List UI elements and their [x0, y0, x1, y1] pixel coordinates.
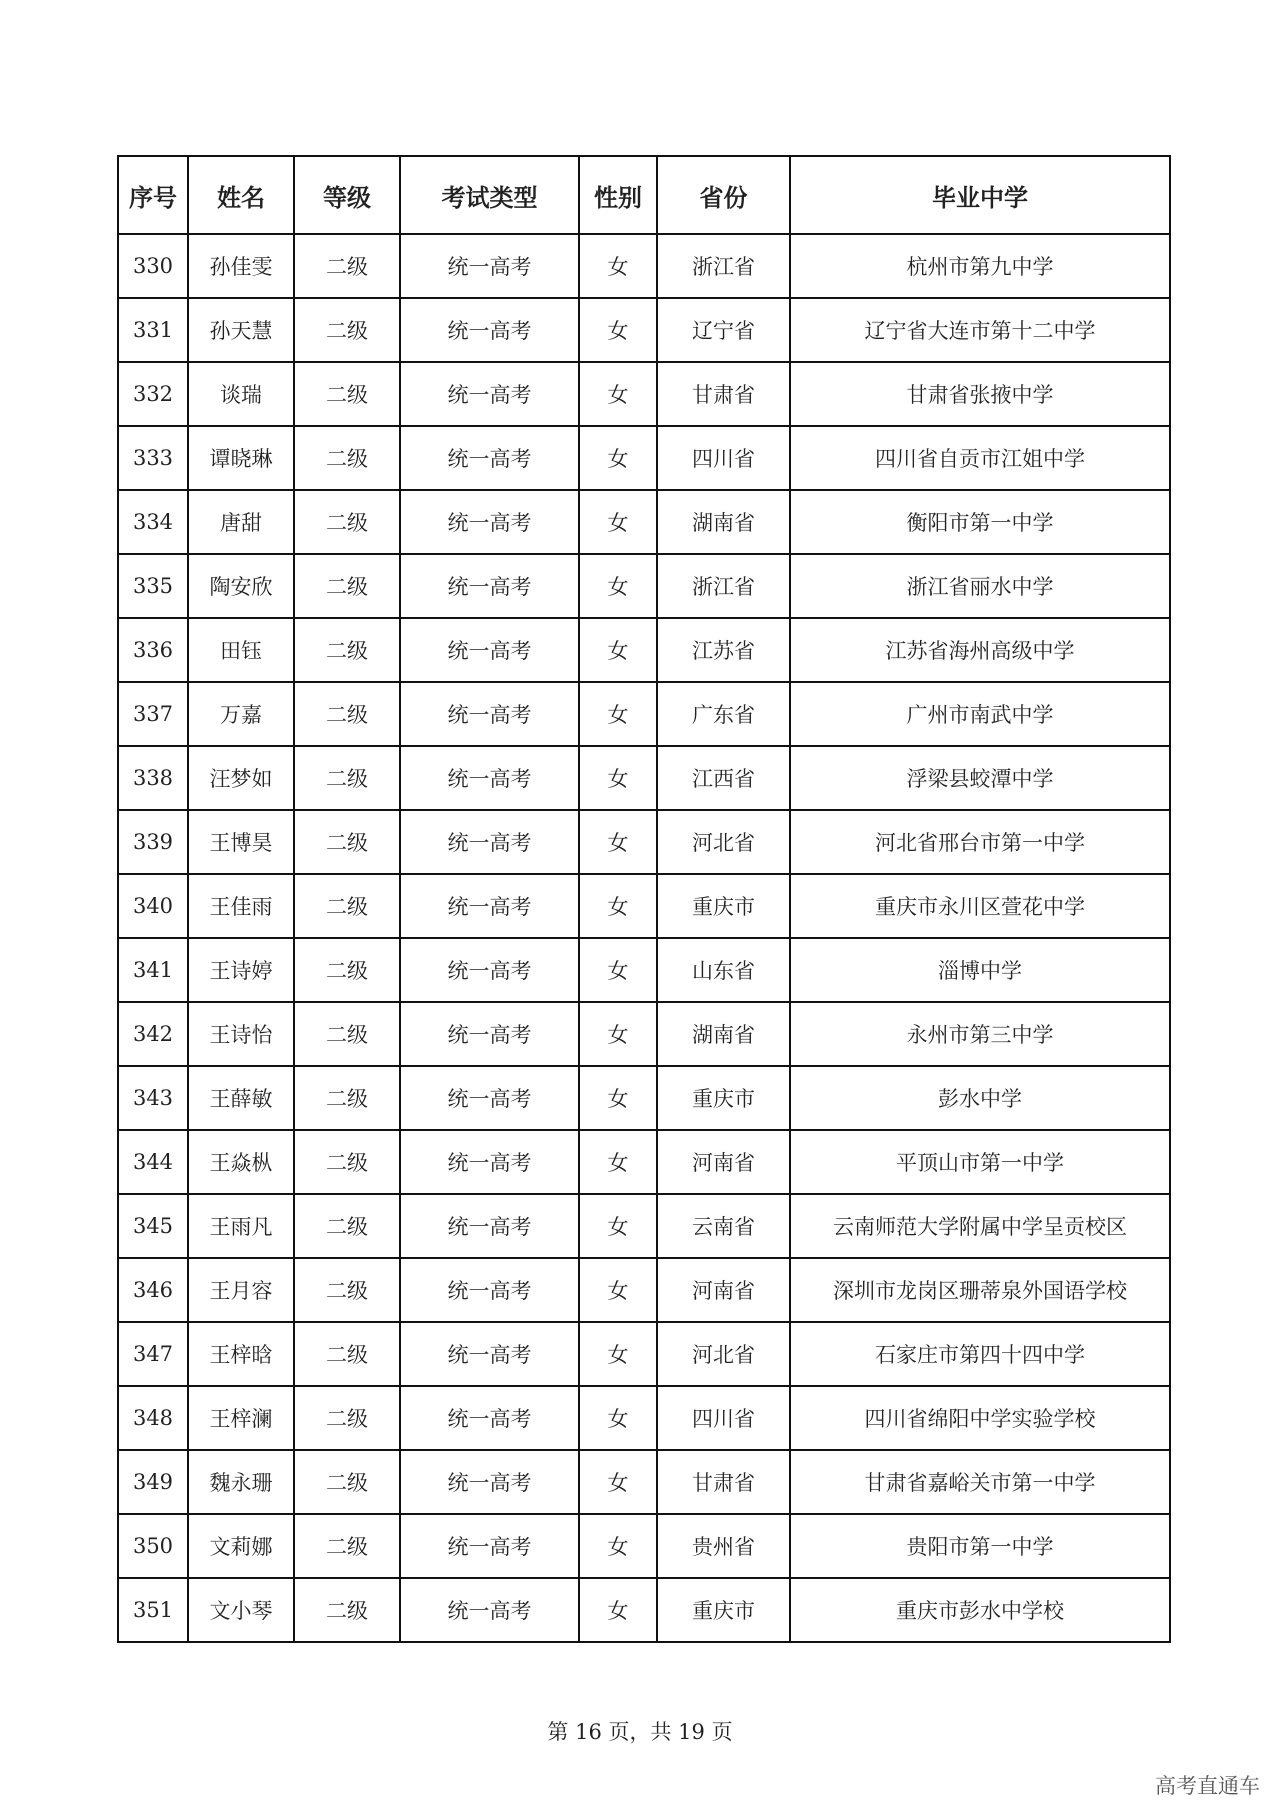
cell-exam-type: 统一高考	[400, 1386, 579, 1450]
cell-province: 湖南省	[657, 1002, 790, 1066]
table-row	[118, 618, 1170, 682]
cell-province: 江西省	[657, 746, 790, 810]
cell-school: 四川省绵阳中学实验学校	[790, 1386, 1170, 1450]
cell-name: 汪梦如	[188, 746, 294, 810]
cell-name: 万嘉	[188, 682, 294, 746]
table-row	[118, 362, 1170, 426]
cell-gender: 女	[579, 426, 657, 490]
cell-seq: 341	[118, 938, 188, 1002]
cell-school: 四川省自贡市江姐中学	[790, 426, 1170, 490]
cell-province: 四川省	[657, 426, 790, 490]
cell-exam-type: 统一高考	[400, 746, 579, 810]
header-name: 姓名	[188, 156, 294, 234]
cell-seq: 340	[118, 874, 188, 938]
cell-province: 浙江省	[657, 234, 790, 298]
cell-exam-type: 统一高考	[400, 1514, 579, 1578]
cell-gender: 女	[579, 1258, 657, 1322]
cell-level: 二级	[294, 554, 400, 618]
cell-gender: 女	[579, 1386, 657, 1450]
cell-province: 江苏省	[657, 618, 790, 682]
cell-level: 二级	[294, 938, 400, 1002]
cell-exam-type: 统一高考	[400, 874, 579, 938]
cell-school: 浮梁县蛟潭中学	[790, 746, 1170, 810]
cell-school: 重庆市彭水中学校	[790, 1578, 1170, 1642]
cell-seq: 334	[118, 490, 188, 554]
cell-school: 永州市第三中学	[790, 1002, 1170, 1066]
cell-gender: 女	[579, 298, 657, 362]
cell-gender: 女	[579, 938, 657, 1002]
cell-level: 二级	[294, 234, 400, 298]
cell-name: 王博昊	[188, 810, 294, 874]
cell-province: 四川省	[657, 1386, 790, 1450]
table-row	[118, 938, 1170, 1002]
cell-seq: 337	[118, 682, 188, 746]
cell-level: 二级	[294, 1066, 400, 1130]
cell-name: 田钰	[188, 618, 294, 682]
cell-seq: 351	[118, 1578, 188, 1642]
cell-name: 王梓澜	[188, 1386, 294, 1450]
cell-gender: 女	[579, 618, 657, 682]
table-row	[118, 490, 1170, 554]
header-seq: 序号	[118, 156, 188, 234]
cell-exam-type: 统一高考	[400, 426, 579, 490]
table-row	[118, 1130, 1170, 1194]
cell-province: 重庆市	[657, 1066, 790, 1130]
table-row	[118, 234, 1170, 298]
cell-level: 二级	[294, 1002, 400, 1066]
cell-province: 湖南省	[657, 490, 790, 554]
cell-seq: 339	[118, 810, 188, 874]
cell-province: 甘肃省	[657, 1450, 790, 1514]
header-level: 等级	[294, 156, 400, 234]
cell-school: 甘肃省嘉峪关市第一中学	[790, 1450, 1170, 1514]
cell-exam-type: 统一高考	[400, 1450, 579, 1514]
cell-level: 二级	[294, 746, 400, 810]
table-header-row	[118, 156, 1170, 234]
student-list-table	[117, 155, 1171, 1643]
cell-exam-type: 统一高考	[400, 1194, 579, 1258]
table-row	[118, 1066, 1170, 1130]
cell-province: 重庆市	[657, 874, 790, 938]
table-row	[118, 1258, 1170, 1322]
cell-gender: 女	[579, 362, 657, 426]
cell-seq: 336	[118, 618, 188, 682]
cell-seq: 342	[118, 1002, 188, 1066]
cell-level: 二级	[294, 426, 400, 490]
cell-exam-type: 统一高考	[400, 1578, 579, 1642]
cell-province: 云南省	[657, 1194, 790, 1258]
cell-name: 王诗怡	[188, 1002, 294, 1066]
cell-level: 二级	[294, 874, 400, 938]
cell-level: 二级	[294, 1386, 400, 1450]
cell-exam-type: 统一高考	[400, 1002, 579, 1066]
table-row	[118, 1386, 1170, 1450]
table-row	[118, 1578, 1170, 1642]
cell-province: 山东省	[657, 938, 790, 1002]
table-row	[118, 1514, 1170, 1578]
table-row	[118, 874, 1170, 938]
cell-exam-type: 统一高考	[400, 1258, 579, 1322]
cell-exam-type: 统一高考	[400, 234, 579, 298]
cell-school: 石家庄市第四十四中学	[790, 1322, 1170, 1386]
table-row	[118, 554, 1170, 618]
table-row	[118, 746, 1170, 810]
cell-level: 二级	[294, 618, 400, 682]
cell-name: 魏永珊	[188, 1450, 294, 1514]
cell-seq: 343	[118, 1066, 188, 1130]
cell-level: 二级	[294, 682, 400, 746]
cell-school: 河北省邢台市第一中学	[790, 810, 1170, 874]
cell-province: 广东省	[657, 682, 790, 746]
cell-gender: 女	[579, 234, 657, 298]
cell-level: 二级	[294, 298, 400, 362]
cell-gender: 女	[579, 1130, 657, 1194]
cell-school: 衡阳市第一中学	[790, 490, 1170, 554]
cell-province: 重庆市	[657, 1578, 790, 1642]
cell-province: 浙江省	[657, 554, 790, 618]
cell-name: 王佳雨	[188, 874, 294, 938]
cell-name: 谭晓琳	[188, 426, 294, 490]
cell-level: 二级	[294, 1514, 400, 1578]
header-gender: 性别	[579, 156, 657, 234]
cell-gender: 女	[579, 1322, 657, 1386]
cell-name: 王梓晗	[188, 1322, 294, 1386]
cell-exam-type: 统一高考	[400, 810, 579, 874]
cell-province: 河北省	[657, 1322, 790, 1386]
table-row	[118, 810, 1170, 874]
cell-school: 彭水中学	[790, 1066, 1170, 1130]
cell-seq: 331	[118, 298, 188, 362]
cell-school: 平顶山市第一中学	[790, 1130, 1170, 1194]
cell-level: 二级	[294, 1130, 400, 1194]
table-row	[118, 1450, 1170, 1514]
table-row	[118, 426, 1170, 490]
table-row	[118, 1194, 1170, 1258]
cell-gender: 女	[579, 1194, 657, 1258]
table-row	[118, 1002, 1170, 1066]
table-row	[118, 298, 1170, 362]
cell-level: 二级	[294, 490, 400, 554]
cell-seq: 344	[118, 1130, 188, 1194]
cell-seq: 333	[118, 426, 188, 490]
cell-gender: 女	[579, 746, 657, 810]
cell-exam-type: 统一高考	[400, 1130, 579, 1194]
cell-school: 浙江省丽水中学	[790, 554, 1170, 618]
cell-level: 二级	[294, 1194, 400, 1258]
cell-seq: 350	[118, 1514, 188, 1578]
cell-seq: 345	[118, 1194, 188, 1258]
header-province: 省份	[657, 156, 790, 234]
cell-province: 河南省	[657, 1258, 790, 1322]
cell-name: 谈瑞	[188, 362, 294, 426]
table-row	[118, 682, 1170, 746]
cell-province: 甘肃省	[657, 362, 790, 426]
cell-gender: 女	[579, 682, 657, 746]
header-school: 毕业中学	[790, 156, 1170, 234]
cell-exam-type: 统一高考	[400, 938, 579, 1002]
cell-gender: 女	[579, 1514, 657, 1578]
cell-school: 云南师范大学附属中学呈贡校区	[790, 1194, 1170, 1258]
cell-name: 陶安欣	[188, 554, 294, 618]
table-row	[118, 1322, 1170, 1386]
watermark: 高考直通车	[1155, 1774, 1260, 1798]
cell-province: 贵州省	[657, 1514, 790, 1578]
cell-school: 重庆市永川区萱花中学	[790, 874, 1170, 938]
cell-name: 王薛敏	[188, 1066, 294, 1130]
cell-level: 二级	[294, 1450, 400, 1514]
cell-exam-type: 统一高考	[400, 682, 579, 746]
cell-level: 二级	[294, 810, 400, 874]
cell-seq: 346	[118, 1258, 188, 1322]
cell-gender: 女	[579, 490, 657, 554]
cell-name: 王焱枞	[188, 1130, 294, 1194]
cell-exam-type: 统一高考	[400, 1322, 579, 1386]
cell-name: 孙天慧	[188, 298, 294, 362]
cell-school: 江苏省海州高级中学	[790, 618, 1170, 682]
cell-exam-type: 统一高考	[400, 298, 579, 362]
cell-seq: 347	[118, 1322, 188, 1386]
cell-gender: 女	[579, 1002, 657, 1066]
cell-seq: 349	[118, 1450, 188, 1514]
cell-seq: 348	[118, 1386, 188, 1450]
cell-name: 唐甜	[188, 490, 294, 554]
cell-name: 王诗婷	[188, 938, 294, 1002]
cell-school: 淄博中学	[790, 938, 1170, 1002]
cell-level: 二级	[294, 1322, 400, 1386]
cell-name: 王月容	[188, 1258, 294, 1322]
cell-school: 甘肃省张掖中学	[790, 362, 1170, 426]
cell-exam-type: 统一高考	[400, 554, 579, 618]
page-number: 第 16 页，共 19 页	[547, 1720, 733, 1744]
cell-level: 二级	[294, 1258, 400, 1322]
cell-province: 河北省	[657, 810, 790, 874]
cell-gender: 女	[579, 810, 657, 874]
cell-school: 杭州市第九中学	[790, 234, 1170, 298]
cell-exam-type: 统一高考	[400, 490, 579, 554]
cell-school: 辽宁省大连市第十二中学	[790, 298, 1170, 362]
cell-school: 广州市南武中学	[790, 682, 1170, 746]
cell-gender: 女	[579, 1578, 657, 1642]
cell-gender: 女	[579, 874, 657, 938]
cell-gender: 女	[579, 1066, 657, 1130]
cell-name: 文小琴	[188, 1578, 294, 1642]
cell-exam-type: 统一高考	[400, 618, 579, 682]
cell-level: 二级	[294, 362, 400, 426]
cell-school: 深圳市龙岗区珊蒂泉外国语学校	[790, 1258, 1170, 1322]
cell-name: 文莉娜	[188, 1514, 294, 1578]
cell-province: 辽宁省	[657, 298, 790, 362]
cell-seq: 332	[118, 362, 188, 426]
cell-gender: 女	[579, 1450, 657, 1514]
cell-seq: 335	[118, 554, 188, 618]
cell-gender: 女	[579, 554, 657, 618]
header-exam-type: 考试类型	[400, 156, 579, 234]
cell-name: 孙佳雯	[188, 234, 294, 298]
cell-level: 二级	[294, 1578, 400, 1642]
cell-exam-type: 统一高考	[400, 362, 579, 426]
cell-province: 河南省	[657, 1130, 790, 1194]
cell-name: 王雨凡	[188, 1194, 294, 1258]
cell-school: 贵阳市第一中学	[790, 1514, 1170, 1578]
cell-exam-type: 统一高考	[400, 1066, 579, 1130]
cell-seq: 330	[118, 234, 188, 298]
cell-seq: 338	[118, 746, 188, 810]
